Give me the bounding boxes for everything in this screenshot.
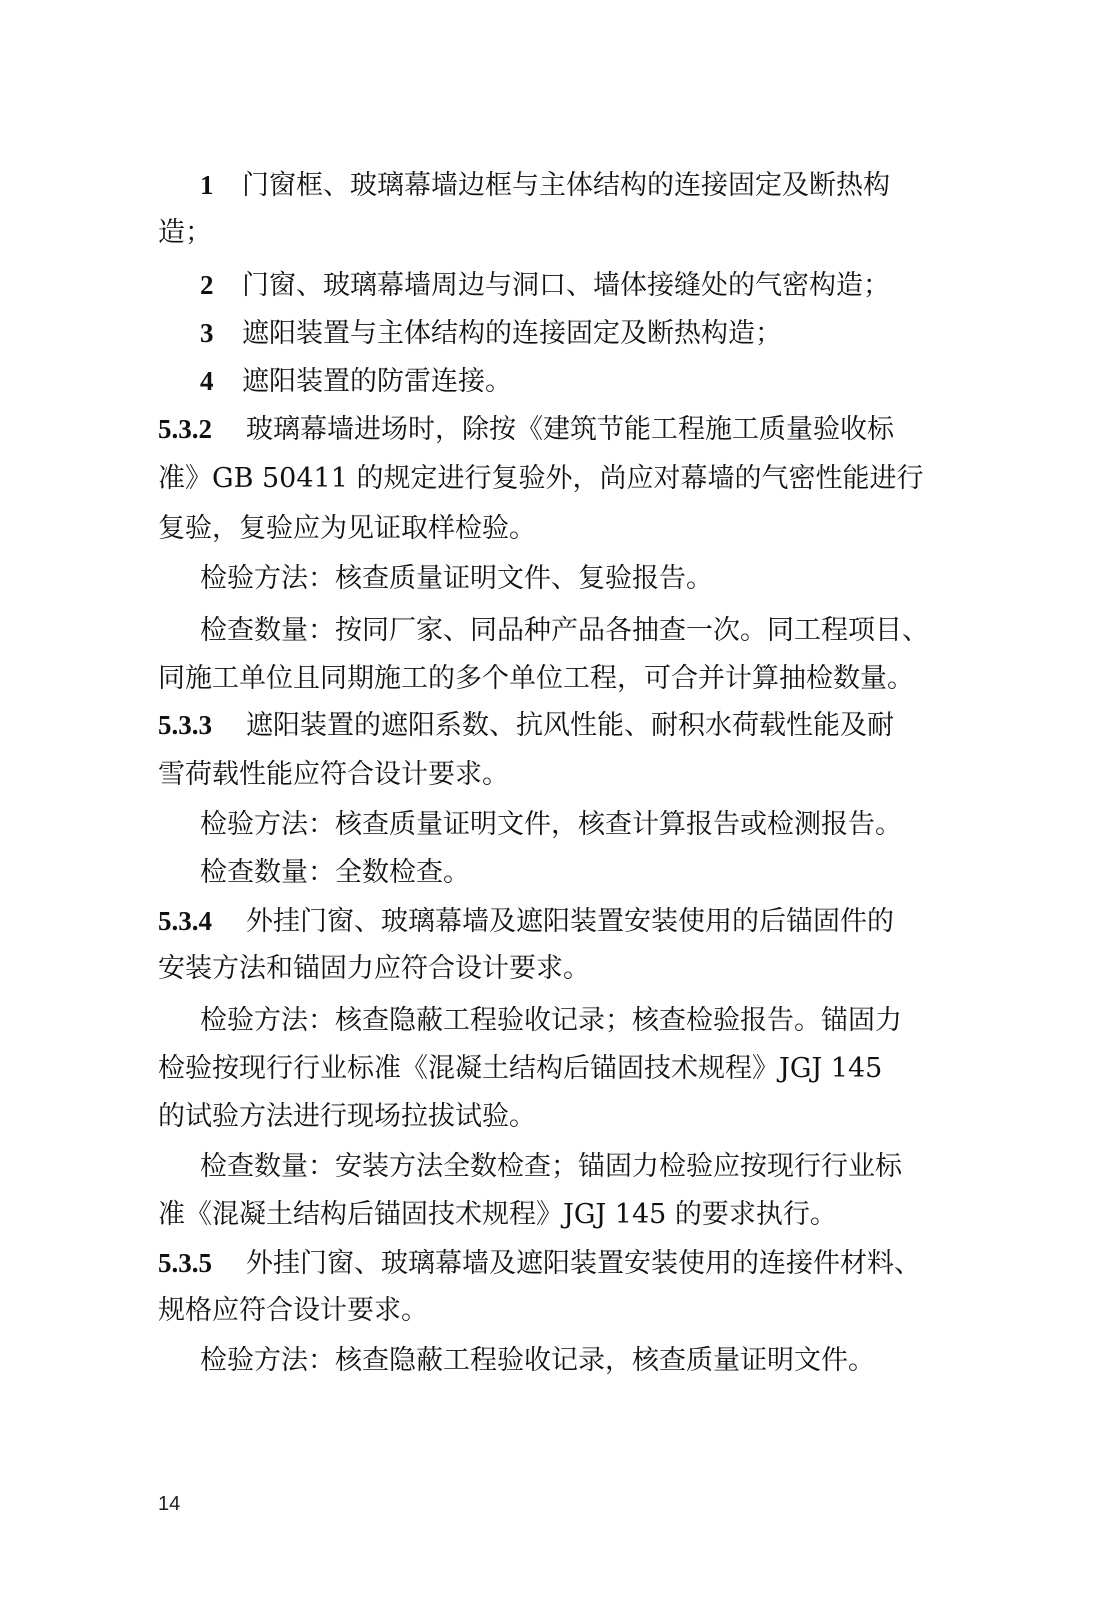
inspection-quantity-text: 同施工单位且同期施工的多个单位工程，可合并计算抽检数量。 [158, 663, 914, 694]
clause-text: 外挂门窗、玻璃幕墙及遮阳装置安装使用的连接件材料、 [246, 1248, 921, 1279]
clause-5-3-5 [158, 1243, 921, 1284]
inspection-method [200, 559, 713, 599]
text-line [158, 459, 923, 499]
inspection-quantity-text: 检查数量：全数检查。 [200, 857, 470, 888]
inspection-method-text: 检验按现行行业标准《混凝土结构后锚固技术规程》JGJ 145 [158, 1053, 883, 1084]
clause-text: 雪荷载性能应符合设计要求。 [158, 759, 509, 790]
text-line [158, 1049, 882, 1089]
inspection-quantity [200, 1147, 902, 1187]
clause-text: 复验，复验应为见证取样检验。 [158, 513, 536, 544]
inspection-quantity [200, 853, 470, 893]
item-number: 3 [200, 318, 214, 348]
inspection-quantity [200, 611, 929, 651]
clause-text: 准》GB 50411 的规定进行复验外，尚应对幕墙的气密性能进行 [158, 463, 924, 494]
text-line [158, 1097, 536, 1137]
item-number: 1 [200, 170, 214, 200]
inspection-method-text: 检验方法：核查隐蔽工程验收记录，核查质量证明文件。 [200, 1345, 875, 1376]
inspection-method-text: 检验方法：核查质量证明文件，核查计算报告或检测报告。 [200, 809, 902, 840]
text-line [158, 509, 536, 549]
text-line [158, 213, 212, 253]
list-item [200, 265, 890, 306]
inspection-method [200, 805, 902, 845]
text-line [158, 1195, 837, 1235]
inspection-method-text: 的试验方法进行现场拉拔试验。 [158, 1101, 536, 1132]
clause-text: 遮阳装置的遮阳系数、抗风性能、耐积水荷载性能及耐 [246, 710, 894, 741]
page-number: 14 [158, 1493, 181, 1515]
clause-number: 5.3.4 [158, 906, 212, 936]
item-number: 2 [200, 270, 214, 300]
inspection-quantity-text: 检查数量：按同厂家、同品种产品各抽查一次。同工程项目、 [200, 615, 929, 646]
text-line [158, 755, 509, 795]
clause-text: 外挂门窗、玻璃幕墙及遮阳装置安装使用的后锚固件的 [246, 906, 894, 937]
inspection-quantity-text: 准《混凝土结构后锚固技术规程》JGJ 145 的要求执行。 [158, 1199, 837, 1230]
list-item [200, 165, 890, 206]
clause-text: 玻璃幕墙进场时，除按《建筑节能工程施工质量验收标 [246, 414, 894, 445]
clause-text: 安装方法和锚固力应符合设计要求。 [158, 953, 590, 984]
inspection-quantity-text: 检查数量：安装方法全数检查；锚固力检验应按现行行业标 [200, 1151, 902, 1182]
inspection-method [200, 1001, 902, 1041]
text-line [158, 1291, 428, 1331]
clause-5-3-4 [158, 901, 894, 942]
item-text: 造； [158, 217, 212, 248]
clause-number: 5.3.5 [158, 1248, 212, 1278]
item-text: 门窗框、玻璃幕墙边框与主体结构的连接固定及断热构 [242, 170, 890, 201]
clause-5-3-3 [158, 705, 894, 746]
item-text: 门窗、玻璃幕墙周边与洞口、墙体接缝处的气密构造； [242, 270, 890, 301]
item-text: 遮阳装置与主体结构的连接固定及断热构造； [242, 318, 782, 349]
inspection-method-text: 检验方法：核查隐蔽工程验收记录；核查检验报告。锚固力 [200, 1005, 902, 1036]
list-item [200, 313, 782, 354]
clause-number: 5.3.2 [158, 414, 212, 444]
item-text: 遮阳装置的防雷连接。 [242, 366, 512, 397]
clause-number: 5.3.3 [158, 710, 212, 740]
clause-text: 规格应符合设计要求。 [158, 1295, 428, 1326]
clause-5-3-2 [158, 409, 894, 450]
inspection-method [200, 1341, 875, 1381]
text-line [158, 659, 914, 699]
list-item [200, 361, 512, 402]
item-number: 4 [200, 366, 214, 396]
inspection-method-text: 检验方法：核查质量证明文件、复验报告。 [200, 563, 713, 594]
text-line [158, 949, 590, 989]
